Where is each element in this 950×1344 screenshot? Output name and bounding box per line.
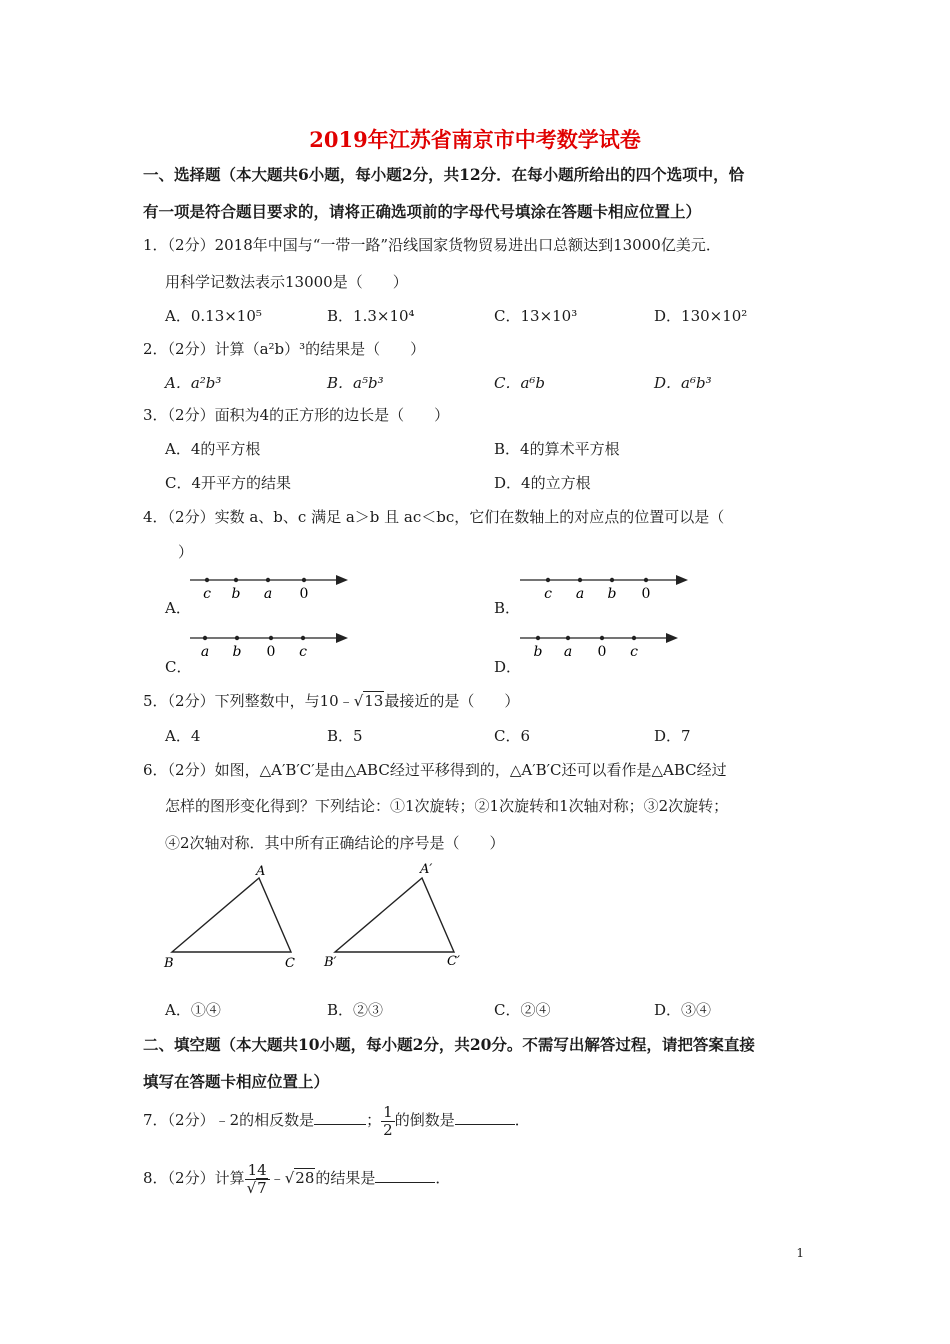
number-line-d-label: a xyxy=(563,644,573,660)
q4-stem-line2: ） xyxy=(178,543,194,561)
number-line-c-label: a xyxy=(200,644,210,660)
q4-option-b: B． xyxy=(494,599,521,617)
answer-blank[interactable] xyxy=(314,1110,366,1125)
q5-option-b: B．5 xyxy=(327,727,363,745)
sqrt-sign: √ xyxy=(284,1169,295,1187)
q6-option-a: A．①④ xyxy=(165,1001,221,1019)
q2-option-a: A．a²b³ xyxy=(165,374,222,392)
q7-stem xyxy=(143,1104,530,1138)
q7-stem-mid: ； xyxy=(366,1111,382,1129)
number-line-c-label: c xyxy=(299,644,307,660)
q7-stem-pre: 7．（2分）﹣2的相反数是 xyxy=(143,1111,315,1129)
q1-option-b: B．1.3×10⁴ xyxy=(327,307,415,325)
q8-den-radicand: 7 xyxy=(257,1178,267,1197)
vertex-label-b-prime: B′ xyxy=(324,955,337,970)
number-line-b-label: 0 xyxy=(641,586,651,602)
q7-stem-end: ． xyxy=(514,1111,530,1129)
q8-stem-pre: 8．（2分）计算 xyxy=(143,1169,245,1187)
number-line-a-label: c xyxy=(203,586,211,602)
q3-option-c: C．4开平方的结果 xyxy=(165,474,292,492)
q5-radicand: 13 xyxy=(364,692,384,710)
number-line-c-label: 0 xyxy=(266,644,276,660)
answer-blank[interactable] xyxy=(375,1168,435,1183)
number-line-c xyxy=(188,628,353,664)
page-number: 1 xyxy=(796,1246,804,1260)
q6-stem-line3: ④2次轴对称．其中所有正确结论的序号是（ ） xyxy=(165,834,505,852)
page-title: 2019年江苏省南京市中考数学试卷 xyxy=(309,127,641,152)
q8-stem xyxy=(143,1162,450,1196)
number-line-b-label: a xyxy=(575,586,585,602)
number-line-c-label: b xyxy=(232,644,242,660)
q1-option-c: C．13×10³ xyxy=(494,307,578,325)
q3-option-b: B．4的算术平方根 xyxy=(494,440,620,458)
vertex-label-a: A xyxy=(256,864,266,879)
q5-option-d: D．7 xyxy=(654,727,691,745)
fraction-one-half: $\frac{1}{2}$ xyxy=(383,1103,393,1139)
q8-stem-end: ． xyxy=(435,1169,451,1187)
q6-option-b: B．②③ xyxy=(327,1001,384,1019)
number-line-d-label: 0 xyxy=(597,644,607,660)
section2-heading-line2: 填写在答题卡相应位置上） xyxy=(143,1072,330,1091)
q5-option-c: C．6 xyxy=(494,727,531,745)
sqrt-sign: √ xyxy=(353,692,364,710)
q4-option-c: C． xyxy=(165,658,192,676)
q7-stem-post: 的倒数是 xyxy=(394,1111,455,1129)
q4-stem-line1: 4．（2分）实数 a、b、c 满足 a＞b 且 ac＜bc，它们在数轴上的对应点的位置可以是（ xyxy=(143,508,725,526)
q3-stem: 3．（2分）面积为4的正方形的边长是（ ） xyxy=(143,406,450,424)
section1-heading-line1: 一、选择题（本大题共6小题，每小题2分，共12分．在每小题所给出的四个选项中，恰 xyxy=(143,165,745,184)
q1-option-d: D．130×10² xyxy=(654,307,748,325)
number-line-a-label: 0 xyxy=(299,586,309,602)
number-line-d-label: c xyxy=(630,644,638,660)
q5-option-a: A．4 xyxy=(165,727,201,745)
q1-stem-line1: 1．（2分）2018年中国与“一带一路”沿线国家货物贸易进出口总额达到13000亿美元． xyxy=(143,236,721,254)
q6-stem-line2: 怎样的图形变化得到？下列结论：①1次旋转；②1次旋转和1次轴对称；③2次旋转； xyxy=(165,797,729,815)
q4-option-a: A． xyxy=(165,599,191,617)
q6-option-c: C．②④ xyxy=(494,1001,551,1019)
q5-stem xyxy=(143,690,519,711)
number-line-a-label: b xyxy=(231,586,241,602)
number-line-b-label: b xyxy=(607,586,617,602)
number-line-b xyxy=(518,570,693,606)
vertex-label-c: C xyxy=(285,956,295,971)
q5-stem-post: 最接近的是（ ） xyxy=(384,692,520,710)
triangle-figure xyxy=(158,858,478,973)
q1-stem-line2: 用科学记数法表示13000是（ ） xyxy=(165,273,408,291)
vertex-label-c-prime: C′ xyxy=(447,954,460,969)
vertex-label-a-prime: A′ xyxy=(420,862,433,877)
q2-option-c: C．a⁶b xyxy=(494,374,546,392)
number-line-d xyxy=(518,628,683,664)
q6-option-d: D．③④ xyxy=(654,1001,712,1019)
q6-stem-line1: 6．（2分）如图，△A′B′C′是由△ABC经过平移得到的，△A′B′C还可以看作是△ABC经过 xyxy=(143,761,727,779)
number-line-a-label: a xyxy=(263,586,273,602)
section2-heading-line1: 二、填空题（本大题共10小题，每小题2分，共20分。不需写出解答过程，请把答案直接 xyxy=(143,1035,755,1054)
q3-option-a: A．4的平方根 xyxy=(165,440,261,458)
q2-option-d: D．a⁶b³ xyxy=(654,374,712,392)
q1-option-a: A．0.13×10⁵ xyxy=(165,307,262,325)
q8-minus: ﹣ xyxy=(269,1169,285,1187)
q5-stem-pre: 5．（2分）下列整数中，与10﹣ xyxy=(143,692,354,710)
q8-stem-post: 的结果是 xyxy=(315,1169,376,1187)
number-line-a xyxy=(188,570,353,606)
number-line-d-label: b xyxy=(533,644,543,660)
sqrt-sign: √ xyxy=(246,1178,257,1197)
q2-option-b: B．a⁵b³ xyxy=(327,374,384,392)
vertex-label-b: B xyxy=(164,956,174,971)
q2-stem: 2．（2分）计算（a²b）³的结果是（ ） xyxy=(143,340,426,358)
number-line-b-label: c xyxy=(544,586,552,602)
fraction-14-over-sqrt7: $\frac{14}{√7}$ xyxy=(245,1162,270,1196)
q4-option-d: D． xyxy=(494,658,522,676)
answer-blank[interactable] xyxy=(455,1110,515,1125)
section1-heading-line2: 有一项是符合题目要求的，请将正确选项前的字母代号填涂在答题卡相应位置上） xyxy=(143,202,702,221)
q8-radicand: 28 xyxy=(295,1169,315,1187)
q3-option-d: D．4的立方根 xyxy=(494,474,591,492)
